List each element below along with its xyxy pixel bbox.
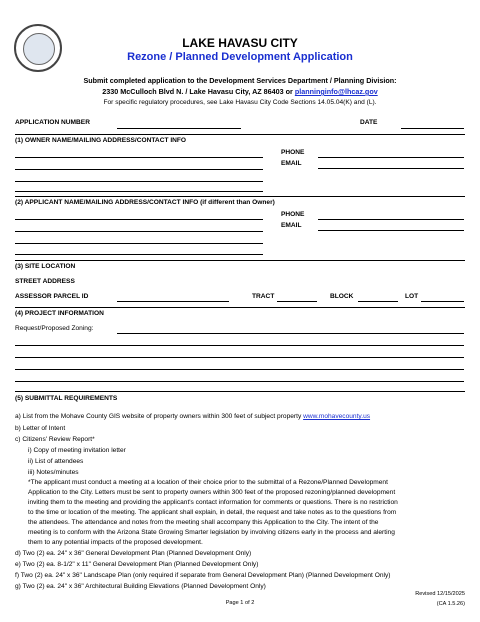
- owner-address2-field[interactable]: [15, 181, 263, 182]
- requirement-item: c) Citizens' Review Report*: [15, 436, 95, 443]
- code-reference: For specific regulatory procedures, see Lake Havasu City Code Sections 14.05.04(K) and (L).: [103, 99, 377, 106]
- section-divider: [15, 260, 465, 261]
- form-title: Rezone / Planned Development Application: [127, 51, 353, 63]
- application-number-field[interactable]: [117, 128, 241, 129]
- requirement-subitem: iii) Notes/minutes: [28, 469, 79, 476]
- requirement-a-text: a) List from the Mohave County GIS website of property owners within 300 feet of subject property: [15, 413, 302, 420]
- requirement-item: e) Two (2) ea. 8-1/2" x 11" General Development Plan (Planned Development Only): [15, 561, 259, 568]
- project-line[interactable]: [15, 381, 464, 382]
- requirement-item: b) Letter of Intent: [15, 425, 66, 432]
- meeting-note-line: meeting is to conform with the Arizona State Growing Smarter legislation by involving citizens early in the process and alerting: [28, 529, 395, 536]
- project-section-heading: (4) PROJECT INFORMATION: [15, 310, 104, 317]
- applicant-address2-field[interactable]: [15, 243, 263, 244]
- meeting-note-line: to the time or location of the meeting. The applicant shall explain, in detail, the request and take notes as to the questions from: [28, 509, 397, 516]
- owner-section-heading: (1) OWNER NAME/MAILING ADDRESS/CONTACT INFO: [15, 137, 187, 144]
- site-section-heading: (3) SITE LOCATION: [15, 263, 76, 270]
- meeting-note-line: them to any potential impacts of the proposed development.: [28, 539, 203, 546]
- owner-phone-field[interactable]: [318, 157, 464, 158]
- planning-email-link[interactable]: planninginfo@lhcaz.gov: [294, 87, 378, 96]
- application-number-label: APPLICATION NUMBER: [15, 119, 90, 126]
- requirement-item: d) Two (2) ea. 24" x 36" General Development Plan (Planned Development Only): [15, 550, 252, 557]
- parcel-id-label: ASSESSOR PARCEL ID: [15, 293, 89, 300]
- revised-date: Revised 12/15/2025: [415, 591, 465, 597]
- applicant-phone-label: PHONE: [281, 211, 305, 218]
- date-label: DATE: [360, 119, 378, 126]
- project-line[interactable]: [15, 369, 464, 370]
- street-address-label: STREET ADDRESS: [15, 278, 75, 285]
- applicant-phone-field[interactable]: [318, 219, 464, 220]
- section-divider: [15, 391, 465, 392]
- owner-contact-field[interactable]: [15, 191, 263, 192]
- requirement-item: [15, 413, 370, 420]
- meeting-note-line: the attendees. The attendance and notes from the meeting shall accompany this Application to the City. The intent of the: [28, 519, 379, 526]
- lot-label: LOT: [405, 293, 419, 300]
- meeting-note-line: *The applicant must conduct a meeting at a location of their choice prior to the submittal of a Rezone/Planned Development: [28, 479, 388, 486]
- submittal-section-heading: (5) SUBMITTAL REQUIREMENTS: [15, 395, 118, 402]
- parcel-id-field[interactable]: [117, 301, 229, 302]
- owner-email-label: EMAIL: [281, 160, 302, 167]
- block-label: BLOCK: [330, 293, 354, 300]
- section-divider: [15, 307, 465, 308]
- office-address-line: [0, 87, 480, 96]
- block-field[interactable]: [358, 301, 398, 302]
- zoning-label: Request/Proposed Zoning:: [15, 325, 94, 332]
- applicant-email-field[interactable]: [318, 230, 464, 231]
- meeting-note-line: inviting them to the meeting and providing the applicant's contact information for comments or questions. There is no restriction: [28, 499, 398, 506]
- city-name: LAKE HAVASU CITY: [182, 36, 298, 50]
- meeting-note-line: Application to the City. Letters must be sent to property owners within 300 feet of the proposed rezoning/planned development: [28, 489, 396, 496]
- project-line[interactable]: [15, 345, 464, 346]
- tract-field[interactable]: [277, 301, 317, 302]
- lot-field[interactable]: [421, 301, 464, 302]
- applicant-section-heading: (2) APPLICANT NAME/MAILING ADDRESS/CONTACT INFO (if different than Owner): [15, 199, 275, 206]
- owner-email-field[interactable]: [318, 168, 464, 169]
- applicant-name-field[interactable]: [15, 219, 263, 220]
- owner-address-field[interactable]: [15, 169, 263, 170]
- section-divider: [15, 134, 465, 135]
- requirement-subitem: ii) List of attendees: [28, 458, 84, 465]
- tract-label: TRACT: [252, 293, 275, 300]
- section-divider: [15, 196, 465, 197]
- project-line[interactable]: [15, 357, 464, 358]
- owner-phone-label: PHONE: [281, 149, 305, 156]
- office-address: 2330 McCulloch Blvd N. / Lake Havasu City, AZ 86403 or: [102, 87, 293, 96]
- zoning-field[interactable]: [117, 333, 464, 334]
- applicant-address-field[interactable]: [15, 231, 263, 232]
- requirement-item: f) Two (2) ea. 24" x 36" Landscape Plan (only required if separate from General Development Plan) (Planned Development Only): [15, 572, 391, 579]
- owner-name-field[interactable]: [15, 157, 263, 158]
- mohave-county-link[interactable]: www.mohavecounty.us: [303, 413, 371, 420]
- date-field[interactable]: [401, 128, 464, 129]
- revision-code: (CA 1.5.26): [436, 601, 465, 607]
- page-number: Page 1 of 2: [225, 600, 255, 606]
- requirement-item: g) Two (2) ea. 24" x 36" Architectural Building Elevations (Planned Development Only): [15, 583, 266, 590]
- submit-instructions: Submit completed application to the Development Services Department / Planning Division:: [83, 76, 397, 85]
- requirement-subitem: i) Copy of meeting invitation letter: [28, 447, 126, 454]
- applicant-email-label: EMAIL: [281, 222, 302, 229]
- applicant-contact-field[interactable]: [15, 254, 263, 255]
